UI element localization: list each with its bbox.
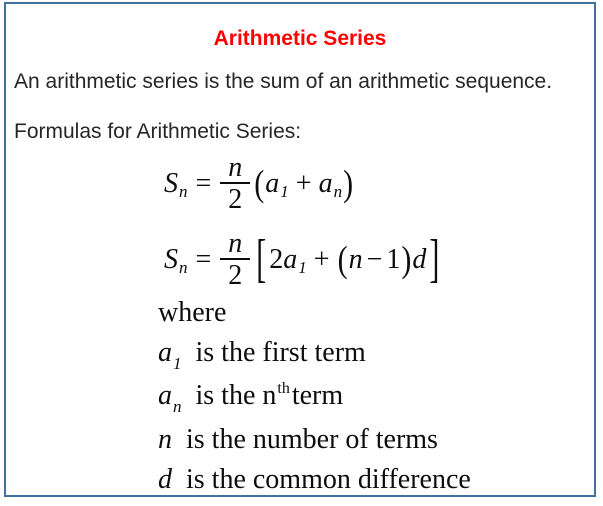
formula2-one: 1 (386, 244, 401, 275)
definition-an-superscript: th (277, 380, 290, 397)
open-paren-glyph: ( (337, 238, 348, 280)
close-paren-glyph: ) (401, 238, 412, 280)
formula1-equals: = (195, 168, 212, 199)
formula2-plus: + (313, 244, 330, 275)
definition-a1-subscript: 1 (173, 354, 182, 373)
definition-an-subscript: n (173, 397, 182, 416)
formula2-d: d (412, 244, 427, 275)
definition-an-text-pre: is the n (195, 380, 277, 411)
formulas-heading: Formulas for Arithmetic Series: (14, 120, 302, 143)
formula2-lhs: S (164, 244, 178, 275)
formula2-denominator: 2 (220, 258, 250, 291)
formula1-fraction (220, 153, 250, 215)
formula2-numerator: n (228, 228, 243, 259)
formula2-var1-subscript: 1 (298, 258, 307, 277)
formula1-term2: a (318, 168, 333, 199)
definition-nth-term (158, 379, 594, 416)
formula2-n: n (348, 244, 363, 275)
formula1-term2-subscript: n (333, 182, 343, 201)
formula1-denominator: 2 (220, 182, 250, 215)
formula2-coefficient: 2 (269, 244, 284, 275)
formula1-term1: a (265, 168, 280, 199)
formula2-var1: a (283, 244, 298, 275)
formula1-lhs-subscript: n (179, 182, 188, 201)
formula2-fraction (220, 229, 250, 291)
intro-text: An arithmetic series is the sum of an arithmetic sequence. (14, 70, 553, 93)
open-paren-glyph: ( (254, 162, 265, 204)
definition-a1-text: is the first term (195, 337, 366, 368)
definition-a1-symbol: a (158, 337, 172, 368)
definition-n-symbol: n (158, 424, 172, 455)
close-paren-glyph: ) (343, 162, 354, 204)
definition-common-difference (158, 463, 594, 496)
formula1-plus: + (295, 168, 312, 199)
formula2-lhs-subscript: n (179, 258, 188, 277)
formula-sum-first-last (164, 151, 594, 217)
formula1-lhs: S (164, 168, 178, 199)
where-label: where (158, 297, 227, 328)
close-bracket-glyph: ] (429, 230, 440, 288)
definition-number-of-terms (158, 423, 594, 456)
content-frame (4, 2, 596, 497)
definition-d-text: is the common difference (186, 464, 471, 495)
definition-first-term (158, 336, 594, 372)
page-title: Arithmetic Series (213, 27, 387, 50)
definition-n-text: is the number of terms (186, 424, 438, 455)
open-bracket-glyph: [ (256, 230, 267, 288)
formula-sum-common-difference (164, 227, 594, 293)
definition-d-symbol: d (158, 464, 172, 495)
formula1-numerator: n (228, 152, 243, 183)
definition-an-symbol: a (158, 380, 172, 411)
formula2-equals: = (195, 244, 212, 275)
definition-an-text-post: term (291, 380, 344, 411)
formula2-minus: − (366, 244, 383, 275)
formula1-term1-subscript: 1 (280, 182, 289, 201)
